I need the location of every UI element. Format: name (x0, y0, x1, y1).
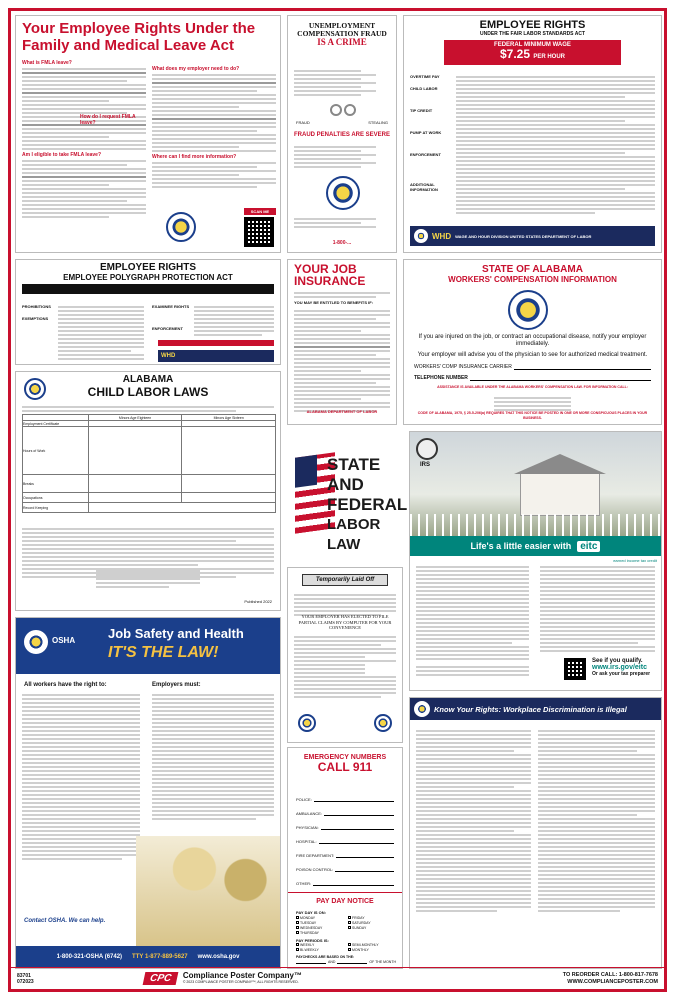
house-illustration (520, 472, 600, 516)
payday-based-label: PAYCHECKS ARE BASED ON THE: (296, 955, 355, 959)
dol-seal (374, 714, 392, 732)
wc-assist-text: ASSISTANCE IS AVAILABLE UNDER THE ALABAMA WORKERS' COMPENSATION LAW. FOR INFORMATION CALL: (437, 385, 628, 389)
emergency-field-label: AMBULANCE: (296, 811, 323, 816)
uc-title-line1: UNEMPLOYMENT (308, 21, 376, 30)
insurance-entitled-heading: YOU MAY BE ENTITLED TO BENEFITS IF: (294, 300, 374, 305)
whd-footer-text: WAGE AND HOUR DIVISION UNITED STATES DEPARTMENT OF LABOR (455, 233, 592, 239)
payday-days-right (348, 916, 394, 931)
company-name: Compliance Poster Company™ (182, 970, 302, 980)
alabama-seal (24, 378, 46, 400)
eitc-logo-sub: earned income tax credit (613, 558, 657, 563)
eppa-panel (15, 259, 281, 365)
child-labor-published: Published 2022 (244, 599, 272, 604)
job-insurance-panel (287, 259, 397, 425)
eppa-subtitle: EMPLOYEE POLYGRAPH PROTECTION ACT (63, 272, 233, 282)
child-labor-title-line2: CHILD LABOR LAWS (87, 384, 209, 399)
eppa-label-prohibitions: PROHIBITIONS (22, 304, 51, 309)
child-labor-panel (15, 371, 281, 611)
eitc-ask-text: Or ask your tax preparer (592, 671, 651, 677)
alabama-seal (326, 176, 360, 210)
eppa-label-exemptions: EXEMPTIONS (22, 316, 49, 321)
checkbox[interactable] (348, 921, 351, 924)
penalties-heading: FRAUD PENALTIES ARE SEVERE (293, 132, 390, 138)
fmla-q4: What does my employer need to do? (152, 66, 240, 72)
emergency-panel (287, 747, 403, 969)
cl-row-label: Record Keeping (23, 503, 89, 513)
flsa-title: EMPLOYEE RIGHTS (479, 19, 586, 31)
wc-phone-line (470, 375, 651, 381)
irs-logo (416, 438, 438, 460)
whd-logo: WHD (161, 353, 176, 359)
wc-phone-label: TELEPHONE NUMBER (414, 375, 468, 381)
flsa-label-pump: PUMP AT WORK (410, 130, 442, 135)
emergency-field-line (314, 798, 394, 802)
wc-carrier-label: WORKERS' COMP INSURANCE CARRIER (414, 364, 512, 370)
eitc-banner (410, 536, 661, 556)
cl-row-label: Hours of Work (23, 427, 89, 475)
poster-code: 83701 (17, 972, 31, 979)
dol-seal (24, 630, 48, 654)
day-option: THURSDAY (300, 931, 319, 935)
payday-of-month: OF THE MONTH (369, 960, 396, 964)
checkbox[interactable] (348, 948, 351, 951)
fmla-qr-block (244, 208, 276, 248)
osha-phone: 1-800-321-OSHA (6742) (56, 954, 123, 960)
wc-carrier-line (514, 364, 651, 370)
irs-label: IRS (420, 462, 431, 468)
emergency-field-label: FIRE DEPARTMENT: (296, 853, 335, 858)
osha-workers-illustration (136, 836, 281, 946)
reorder-phone: TO REORDER CALL: 1-800-817-7678 (562, 971, 658, 978)
state-federal-title (327, 455, 407, 555)
cl-row-label: Occupations (23, 493, 89, 503)
eppa-label-enforcement: ENFORCEMENT (152, 326, 183, 331)
min-wage-banner (444, 40, 621, 65)
child-labor-title-line1: ALABAMA (122, 374, 174, 385)
payday-title: PAY DAY NOTICE (316, 898, 374, 905)
emergency-field-line (324, 812, 394, 816)
fmla-q1: What is FMLA leave? (22, 60, 72, 66)
checkbox[interactable] (296, 916, 299, 919)
poster-footer (11, 967, 664, 989)
osha-title: Job Safety and Health (108, 626, 244, 641)
eitc-photo (410, 432, 661, 536)
eppa-label-examinee: EXAMINEE RIGHTS (152, 304, 190, 309)
osha-contact: Contact OSHA. We can help. (24, 918, 106, 924)
wc-injured-text: If you are injured on the job, or contract an occupational disease, notify your employer immediately. (418, 334, 647, 347)
day-option: SATURDAY (352, 921, 371, 925)
cl-col-header: Minors Age Eighteen (88, 415, 182, 421)
payday-period-label: PAY PERIODS IS: (296, 938, 329, 943)
per-hour-label: PER HOUR (533, 53, 566, 60)
eitc-logo: eitc (577, 541, 600, 552)
flsa-label-additional: ADDITIONAL INFORMATION (410, 182, 438, 192)
dol-seal (166, 212, 196, 242)
osha-header (16, 618, 280, 674)
checkbox[interactable] (296, 943, 299, 946)
poster-date: 072023 (17, 978, 34, 985)
child-labor-table (22, 414, 276, 513)
eeo-header (410, 698, 661, 720)
cl-row-label: Employment Certificate (23, 421, 89, 427)
fmla-panel (15, 15, 281, 253)
emergency-call: CALL 911 (317, 760, 373, 775)
flsa-label-overtime: OVERTIME PAY (410, 74, 440, 79)
cl-col-header: Minors Age Sixteen (182, 415, 276, 421)
eitc-qr-code (564, 658, 586, 680)
fraud-label: FRAUD (296, 120, 310, 125)
day-option: TUESDAY (300, 921, 317, 925)
alabama-seal (298, 714, 316, 732)
min-wage-label: FEDERAL MINIMUM WAGE (494, 41, 571, 48)
fmla-title: Your Employee Rights Under the Family and Medical Leave Act (22, 20, 256, 54)
osha-workers-heading: All workers have the right to: (24, 682, 107, 688)
workers-comp-panel (403, 259, 662, 425)
wc-title-line2: WORKERS' COMPENSATION INFORMATION (448, 274, 617, 284)
emergency-field-label: HOSPITAL: (296, 839, 317, 844)
emergency-title: EMERGENCY NUMBERS (303, 754, 387, 761)
flsa-label-tip-credit: TIP CREDIT (410, 108, 433, 113)
labor-law-poster (8, 8, 667, 992)
eitc-panel (409, 431, 662, 691)
day-option: MONDAY (300, 916, 316, 920)
eeo-panel (409, 697, 662, 969)
checkbox[interactable] (348, 916, 351, 919)
payday-day-label: PAY DAY IS ON: (296, 910, 326, 915)
cpc-logo: CPC (142, 972, 178, 985)
insurance-title-line2: INSURANCE (294, 274, 366, 288)
osha-panel (15, 617, 281, 969)
state-federal-banner (287, 431, 407, 561)
title-line-labor-law: LABOR LAW (327, 516, 381, 553)
wc-title-line1: STATE OF ALABAMA (482, 264, 583, 275)
eitc-url: www.irs.gov/eitc (592, 664, 647, 671)
layoff-tag: Temporarily Laid Off (302, 574, 388, 586)
payday-and: AND (328, 960, 336, 964)
emergency-field-label: PHYSICIAN: (296, 825, 319, 830)
period-option: MONTHLY (352, 948, 369, 952)
checkbox[interactable] (296, 931, 299, 934)
payday-day-line (337, 960, 367, 964)
stealing-label: STEALING (368, 120, 388, 125)
fmla-q3: How do I request FMLA leave? (80, 114, 136, 126)
handcuffs-icon (330, 104, 356, 116)
uc-fraud-title (288, 16, 396, 47)
osha-url: www.osha.gov (197, 954, 240, 960)
payday-days-left (296, 916, 342, 936)
scan-me-badge: SCAN ME (244, 208, 276, 215)
checkbox[interactable] (348, 926, 351, 929)
osha-agency: OSHA (52, 636, 76, 645)
flsa-subtitle: UNDER THE FAIR LABOR STANDARDS ACT (480, 30, 585, 37)
layoff-notice-panel (287, 567, 403, 743)
eppa-title: EMPLOYEE RIGHTS (99, 262, 197, 273)
period-option: WEEKLY (300, 943, 315, 947)
emergency-field-label: POISON CONTROL: (296, 867, 334, 872)
title-line-and: AND (327, 475, 364, 494)
eeo-title: Know Your Rights: Workplace Discrimination is Illegal (434, 704, 627, 714)
flsa-label-enforcement: ENFORCEMENT (410, 152, 441, 157)
checkbox[interactable] (296, 948, 299, 951)
uc-title-line3: IS A CRIME (317, 36, 367, 47)
copyright: © 2023 COMPLIANCE POSTER COMPANY™, ALL RIGHTS RESERVED. (182, 979, 299, 984)
wc-code-text: CODE OF ALABAMA, 1975, § 25-5-206(a) REQUIRES THAT THIS NOTICE BE POSTED IN ONE OR MORE CONSPICUOUS PLACES IN YOUR BUSINESS. (417, 411, 648, 420)
osha-subtitle: IT'S THE LAW! (108, 644, 219, 661)
alabama-seal (508, 290, 548, 330)
emergency-field-line (313, 882, 394, 886)
uc-fraud-panel (287, 15, 397, 253)
payday-day-line (296, 960, 326, 964)
insurance-title-line1: YOUR JOB (294, 262, 357, 276)
layoff-elected-text: YOUR EMPLOYER HAS ELECTED TO FILE PARTIAL CLAIMS BY COMPUTER FOR YOUR CONVENIENCE (298, 614, 392, 630)
emergency-field-line (319, 840, 394, 844)
eitc-qualify-text: See if you qualify. (592, 658, 643, 664)
fraud-hotline: 1-800-... (332, 240, 352, 246)
period-option: SEMI-MONTHLY (352, 943, 379, 947)
osha-tty: TTY 1-877-889-5627 (132, 954, 188, 960)
eeoc-seal (414, 701, 430, 717)
day-option: FRIDAY (352, 916, 365, 920)
uc-title-line2: COMPENSATION FRAUD (297, 28, 387, 38)
emergency-field-line (335, 868, 394, 872)
checkbox[interactable] (348, 943, 351, 946)
flsa-label-child-labor: CHILD LABOR (410, 86, 438, 91)
wc-advise-text: Your employer will advise you of the physician to see for authorized medical treatment. (417, 352, 648, 358)
title-line-state: STATE (327, 455, 381, 474)
emergency-field-line (336, 854, 394, 858)
insurance-footer: ALABAMA DEPARTMENT OF LABOR (306, 409, 378, 414)
flsa-footer (410, 226, 655, 246)
day-option: SUNDAY (352, 926, 367, 930)
title-line-federal: FEDERAL (327, 495, 407, 514)
checkbox[interactable] (296, 921, 299, 924)
cl-row-label: Breaks (23, 475, 89, 493)
dol-seal (414, 229, 428, 243)
min-wage-value: $7.25 (499, 46, 530, 61)
emergency-field-line (321, 826, 394, 830)
emergency-field-label: POLICE: (296, 797, 312, 802)
emergency-fields (296, 788, 394, 886)
whd-logo: WHD (432, 231, 452, 241)
day-option: WEDNESDAY (300, 926, 323, 930)
osha-employers-heading: Employers must: (152, 682, 201, 688)
eitc-tagline: Life's a little easier with (470, 541, 572, 551)
fmla-q5: Where can I find more information? (152, 154, 237, 160)
website[interactable]: WWW.COMPLIANCEPOSTER.COM (567, 978, 658, 985)
checkbox[interactable] (296, 926, 299, 929)
qr-code (244, 217, 274, 247)
emergency-field-label: OTHER: (296, 881, 312, 886)
flsa-panel (403, 15, 662, 253)
fmla-q2: Am I eligible to take FMLA leave? (22, 152, 101, 158)
period-option: BI-WEEKLY (300, 948, 319, 952)
osha-footer (16, 946, 280, 968)
